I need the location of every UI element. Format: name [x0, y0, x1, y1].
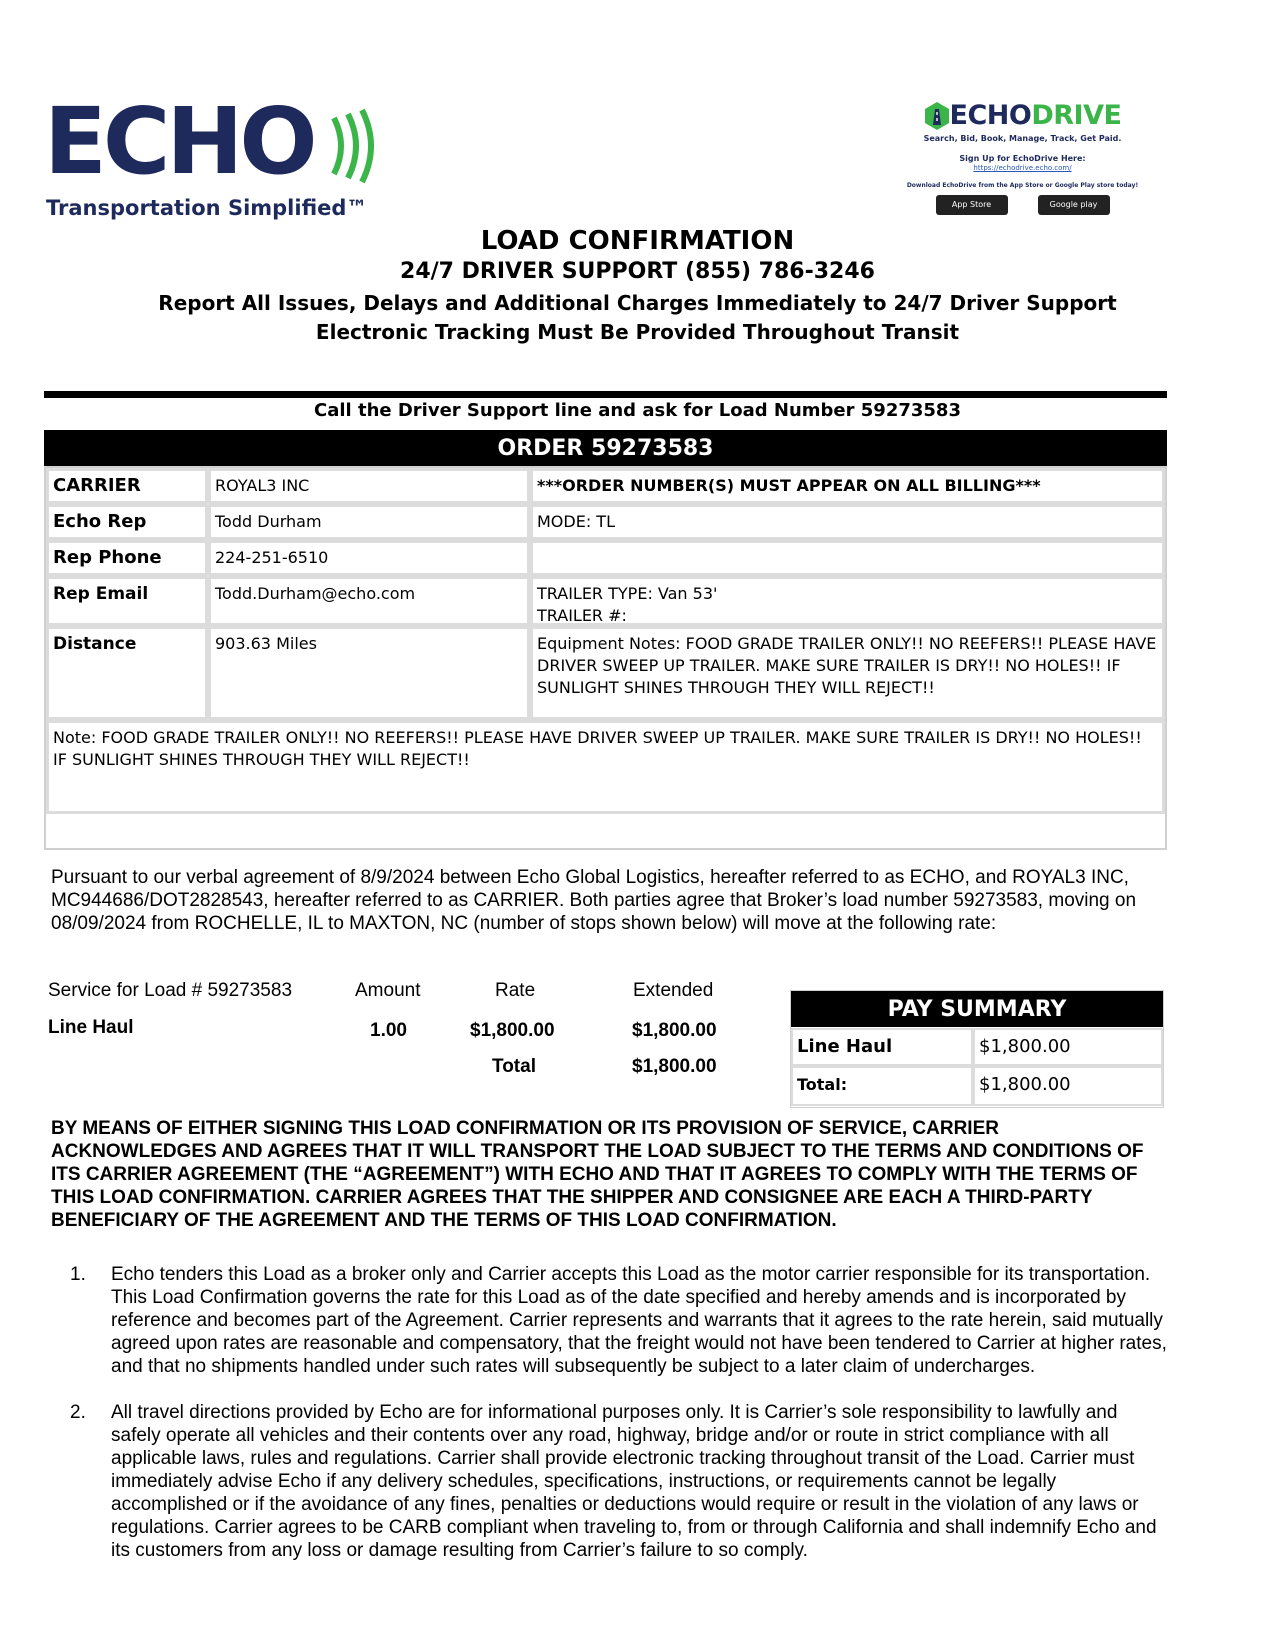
pay-total-value: $1,800.00 [973, 1066, 1163, 1106]
sound-waves-icon [326, 106, 386, 186]
term-text: All travel directions provided by Echo are for informational purposes only. It is Carrier’s sole responsibility to lawfully and safely operate all vehicles and their contents over any road, highway, bridge and/or or route in strict compliance with all applicable laws, rules and regulations. Carrier shall provide electronic tracking throughout transit of the Load. Carrier must immediately advise Echo if any delivery schedules, specifications, instructions, or requirements cannot be legally accomplished or if the avoidance of any fines, penalties or deductions would require or result in the violation of any laws or regulations. Carrier agrees to be CARB compliant when traveling to, from or through California and shall indemnify Echo and its customers from any loss or damage resulting from Carrier’s failure to so comply. [111, 1402, 1157, 1561]
tracking-notice: Electronic Tracking Must Be Provided Throughout Transit [315, 320, 960, 344]
echo-logo-word: ECHO [44, 88, 314, 195]
pay-line-haul-value: $1,800.00 [973, 1028, 1163, 1066]
load-info-table [44, 466, 1167, 850]
divider [44, 391, 1167, 398]
distance-label: Distance [46, 626, 208, 720]
echodrive-download-text: Download EchoDrive from the App Store or Google Play store today! [906, 182, 1139, 189]
service-header: Service for Load # 59273583 [48, 980, 293, 1001]
road-shield-icon [924, 101, 950, 131]
pay-total-label: Total: [791, 1066, 973, 1106]
driver-support-line: 24/7 DRIVER SUPPORT (855) 786-3246 [400, 259, 875, 284]
rate-header: Rate [495, 980, 536, 1001]
total-value: $1,800.00 [632, 1056, 717, 1077]
echo-rep-value: Todd Durham [208, 504, 530, 540]
carrier-value: ROYAL3 INC [208, 468, 530, 504]
line-haul-rate: $1,800.00 [470, 1020, 555, 1041]
carrier-label: CARRIER [46, 468, 208, 504]
echodrive-logo [895, 100, 1150, 131]
trailer-number: TRAILER #: [537, 606, 627, 625]
pay-line-haul-label: Line Haul [791, 1028, 973, 1066]
agreement-paragraph: Pursuant to our verbal agreement of 8/9/2024 between Echo Global Logistics, hereafter referred to as ECHO, and ROYAL3 INC, MC944686/DOT2828543, hereafter referred to as CARRIER. Both parties agree that Broker’s load number 59273583, moving on 08/09/2024 from ROCHELLE, IL to MAXTON, NC (number of stops shown below) will move at the following rate: [51, 867, 1137, 934]
term-text: Echo tenders this Load as a broker only and Carrier accepts this Load as the motor carrier responsible for its transportation. This Load Confirmation governs the rate for this Load as of the date specified and hereby amends and is incorporated by reference and becomes part of the Agreement. Carrier represents and warrants that it agrees to the rate herein, said mutually agreed upon rates are reasonable and compensatory, that the freight would not have been tendered to Carrier at higher rates, and that no shipments handled under such rates will subsequently be subject to a later claim of undercharges. [111, 1264, 1167, 1377]
echodrive-promo [895, 100, 1150, 240]
echodrive-drive: DRIVE [1031, 100, 1122, 131]
rep-phone-label: Rep Phone [46, 540, 208, 576]
amount-header: Amount [355, 980, 421, 1001]
echo-rep-label: Echo Rep [46, 504, 208, 540]
call-instruction: Call the Driver Support line and ask for Load Number 59273583 [314, 400, 961, 421]
trailer-type: TRAILER TYPE: Van 53' [537, 584, 718, 603]
app-store-badge[interactable]: App Store [936, 195, 1008, 215]
empty-cell [530, 540, 1165, 576]
page-title: LOAD CONFIRMATION [480, 226, 795, 256]
rep-phone-value: 224-251-6510 [208, 540, 530, 576]
echodrive-link[interactable]: https://echodrive.echo.com/ [973, 164, 1072, 172]
echodrive-signup: Sign Up for EchoDrive Here: [959, 154, 1086, 163]
equipment-notes: Equipment Notes: FOOD GRADE TRAILER ONLY!! NO REEFERS!! PLEASE HAVE DRIVER SWEEP UP TRAILER. MAKE SURE TRAILER IS DRY!! NO HOLES!! IF SUNLIGHT SHINES THROUGH THEY WILL REJECT!! [530, 626, 1165, 720]
echo-tagline: Transportation Simplified™ [46, 196, 368, 220]
report-issues-notice: Report All Issues, Delays and Additional Charges Immediately to 24/7 Driver Support [158, 291, 1117, 315]
line-haul-label: Line Haul [48, 1017, 134, 1038]
line-haul-extended: $1,800.00 [632, 1020, 717, 1041]
line-haul-amount: 1.00 [370, 1020, 407, 1041]
distance-value: 903.63 Miles [208, 626, 530, 720]
extended-header: Extended [633, 980, 714, 1001]
load-note: Note: FOOD GRADE TRAILER ONLY!! NO REEFERS!! PLEASE HAVE DRIVER SWEEP UP TRAILER. MAKE SURE TRAILER IS DRY!! NO HOLES!! IF SUNLIGHT SHINES THROUGH THEY WILL REJECT!! [46, 720, 1165, 814]
total-label: Total [492, 1056, 536, 1077]
rep-email-label: Rep Email [46, 576, 208, 626]
echodrive-echo: ECHO [949, 100, 1032, 131]
rep-email-value: Todd.Durham@echo.com [208, 576, 530, 626]
echo-logo [44, 88, 374, 226]
order-number-bar: ORDER 59273583 [44, 430, 1167, 466]
terms-acknowledgement: BY MEANS OF EITHER SIGNING THIS LOAD CONFIRMATION OR ITS PROVISION OF SERVICE, CARRIER ACKNOWLEDGES AND AGREES THAT IT WILL TRANSPORT THE LOAD SUBJECT TO THE TERMS AND CONDITIONS OF ITS CARRIER AGREEMENT (THE “AGREEMENT”) WITH ECHO AND THAT IT AGREES TO COMPLY WITH THE TERMS OF THIS LOAD CONFIRMATION. CARRIER AGREES THAT THE SHIPPER AND CONSIGNEE ARE EACH A THIRD-PARTY BENEFICIARY OF THE AGREEMENT AND THE TERMS OF THIS LOAD CONFIRMATION. [51, 1118, 1144, 1231]
echodrive-slogan: Search, Bid, Book, Manage, Track, Get Paid. [923, 134, 1122, 143]
billing-notice: ***ORDER NUMBER(S) MUST APPEAR ON ALL BILLING*** [530, 468, 1165, 504]
trailer-info [530, 576, 1165, 626]
mode-value: MODE: TL [530, 504, 1165, 540]
pay-summary [790, 990, 1164, 1108]
term-number: 1. [70, 1264, 86, 1285]
term-number: 2. [70, 1402, 86, 1423]
pay-summary-title: PAY SUMMARY [791, 991, 1163, 1027]
google-play-badge[interactable]: Google play [1038, 195, 1110, 215]
